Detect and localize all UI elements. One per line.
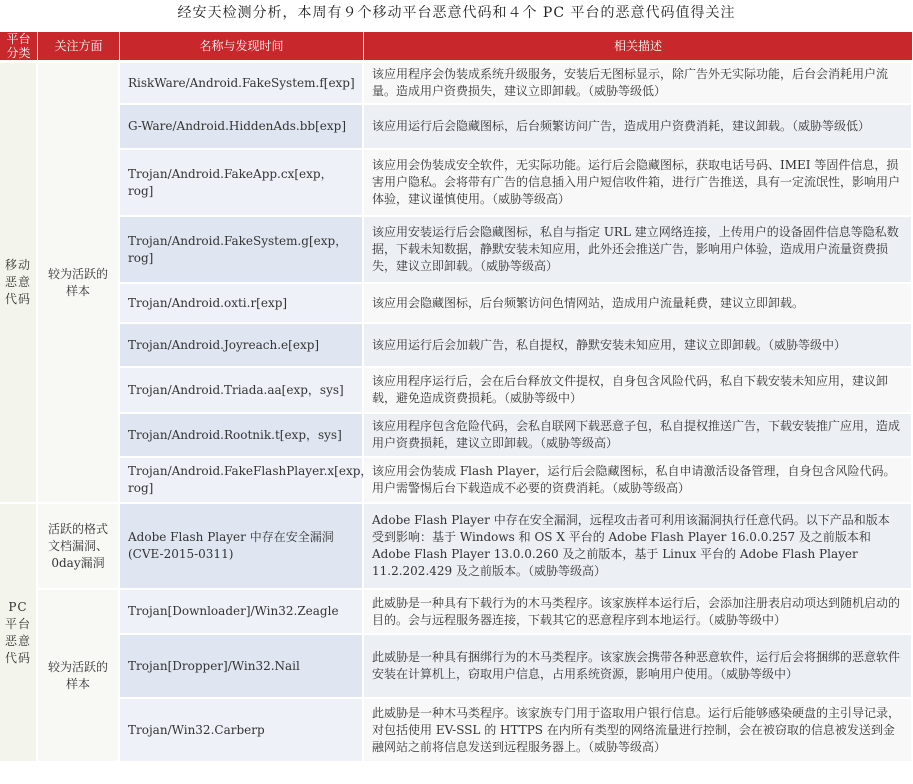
malware-description: 此威胁是一种木马类程序。该家族专门用于盗取用户银行信息。运行后能够感染硬盘的主引导记录，对包括使用 EV-SSL 的 HTTPS 在内所有类型的网络流量进行控制，会在被窃取的信息被发送到金融网站之前将信息发送到远程服务器上。（威胁等级高） [364, 699, 913, 763]
category-mobile: 移动恶意代码 [0, 63, 38, 504]
malware-description: 此威胁是一种具有捆绑行为的木马类程序。该家族会携带各种恶意软件，运行后会将捆绑的恶意软件安装在计算机上，窃取用户信息，占用系统资源，影响用户使用。（威胁等级中） [364, 635, 913, 699]
malware-name: Adobe Flash Player 中存在安全漏洞 (CVE-2015-0311) [120, 504, 364, 590]
table-header-row [0, 32, 913, 63]
malware-name: Trojan/Win32.Carberp [120, 699, 364, 763]
table-row [0, 63, 913, 105]
header-desc: 相关描述 [364, 32, 913, 63]
malware-name: Trojan[Downloader]/Win32.Zeagle [120, 590, 364, 635]
table-row [0, 284, 913, 324]
table-row [0, 217, 913, 284]
malware-table [0, 32, 913, 763]
malware-description: Adobe Flash Player 中存在安全漏洞，远程攻击者可利用该漏洞执行任意代码。以下产品和版本受到影响：基于 Windows 和 OS X 平台的 Adobe Flash Player 16.0.0.257 及之前版本和 Adobe Flash Player 13.0.0.260 及之前版本，基于 Linux 平台的 Adobe Flash Player 11.2.202.429 及之前版本。（威胁等级高） [364, 504, 913, 590]
malware-description: 该应用程序运行后，会在后台释放文件提权，自身包含风险代码，私自下载安装未知应用，建议卸载，避免造成资费损耗。（威胁等级中） [364, 368, 913, 414]
table-row [0, 699, 913, 763]
malware-name: Trojan/Android.Triada.aa[exp，sys] [120, 368, 364, 414]
malware-name: Trojan/Android.Joyreach.e[exp] [120, 324, 364, 368]
malware-description: 该应用会隐藏图标，后台频繁访问色情网站，造成用户流量耗费，建议立即卸载。 [364, 284, 913, 324]
malware-description: 该应用程序包含危险代码，会私自联网下载恶意子包，私自提权推送广告，下载安装推广应用，造成用户资费损耗，建议立即卸载。（威胁等级高） [364, 414, 913, 458]
table-row [0, 635, 913, 699]
malware-description: 该应用运行后会加载广告，私自提权，静默安装未知应用，建议立即卸载。（威胁等级中） [364, 324, 913, 368]
focus-mobile-active: 较为活跃的样本 [38, 63, 120, 504]
table-row [0, 105, 913, 150]
malware-name: G-Ware/Android.HiddenAds.bb[exp] [120, 105, 364, 150]
malware-description: 该应用安装运行后会隐藏图标，私自与指定 URL 建立网络连接，上传用户的设备固件信息等隐私数据，下载未知数据，静默安装未知应用，此外还会推送广告，影响用户体验，造成用户流量资费损失，建议立即卸载。（威胁等级高） [364, 217, 913, 284]
header-name: 名称与发现时间 [120, 32, 364, 63]
table-row [0, 368, 913, 414]
malware-description: 该应用会伪装成 Flash Player，运行后会隐藏图标，私自申请激活设备管理，自身包含风险代码。用户需警惕后台下载造成不必要的资费消耗。（威胁等级高） [364, 458, 913, 504]
table-row [0, 458, 913, 504]
malware-name: Trojan/Android.Rootnik.t[exp，sys] [120, 414, 364, 458]
malware-name: Trojan[Dropper]/Win32.Nail [120, 635, 364, 699]
malware-description: 该应用程序会伪装成系统升级服务，安装后无图标显示，除广告外无实际功能，后台会消耗用户流量。造成用户资费损失，建议立即卸载。（威胁等级低） [364, 63, 913, 105]
table-row [0, 504, 913, 590]
table-row [0, 324, 913, 368]
table-row [0, 150, 913, 217]
malware-name: Trojan/Android.oxti.r[exp] [120, 284, 364, 324]
header-platform: 平台分类 [0, 32, 38, 63]
malware-description: 该应用会伪装成安全软件，无实际功能。运行后会隐藏图标，获取电话号码、IMEI 等固件信息，损害用户隐私。会将带有广告的信息插入用户短信收件箱，进行广告推送，具有一定流氓性，影响用户体验，建议谨慎使用。（威胁等级高） [364, 150, 913, 217]
header-focus: 关注方面 [38, 32, 120, 63]
malware-name: RiskWare/Android.FakeSystem.f[exp] [120, 63, 364, 105]
malware-name: Trojan/Android.FakeSystem.g[exp，rog] [120, 217, 364, 284]
malware-name: Trojan/Android.FakeApp.cx[exp，rog] [120, 150, 364, 217]
malware-name: Trojan/Android.FakeFlashPlayer.x[exp，rog] [120, 458, 364, 504]
category-pc: PC平台恶意代码 [0, 504, 38, 763]
table-row [0, 414, 913, 458]
table-row [0, 590, 913, 635]
malware-description: 该应用运行后会隐藏图标，后台频繁访问广告，造成用户资费消耗，建议卸载。（威胁等级低） [364, 105, 913, 150]
page-caption: 经安天检测分析，本周有９个移动平台恶意代码和４个 PC 平台的恶意代码值得关注 [177, 5, 736, 21]
focus-pc-vuln: 活跃的格式文档漏洞、0day漏洞 [38, 504, 120, 590]
focus-pc-active: 较为活跃的样本 [38, 590, 120, 763]
malware-description: 此威胁是一种具有下载行为的木马类程序。该家族样本运行后，会添加注册表启动项达到随机启动的目的。会与远程服务器连接，下载其它的恶意程序到本地运行。（威胁等级中） [364, 590, 913, 635]
